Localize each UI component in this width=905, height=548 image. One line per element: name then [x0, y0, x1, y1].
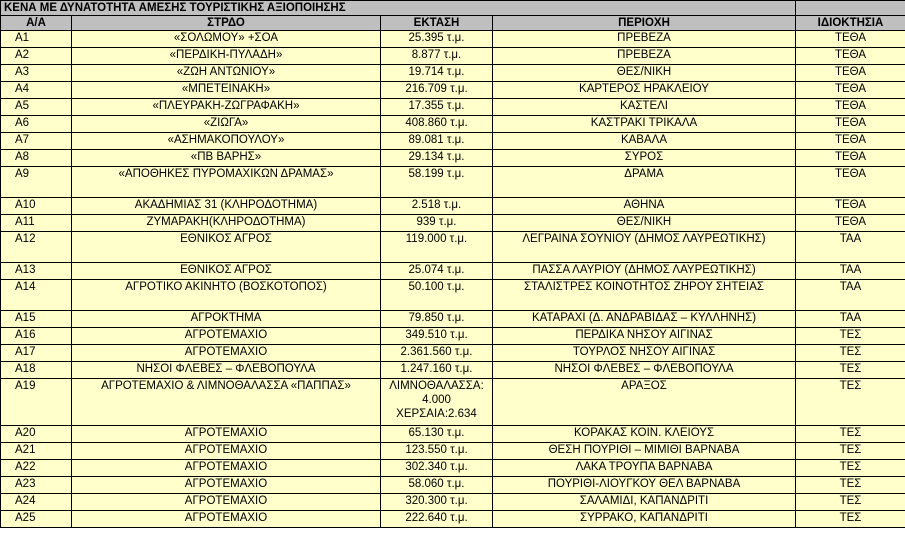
title-blank-cell	[796, 1, 905, 16]
row-region-cell: ΣΥΡΟΣ	[493, 150, 796, 167]
row-owner-cell: ΤΑΑ	[796, 311, 905, 328]
table-row	[1, 263, 905, 280]
row-area-cell: 29.134 τ.μ.	[381, 150, 493, 167]
row-area-cell: ΛΙΜΝΟΘΑΛΑΣΣΑ: 4.000 ΧΕΡΣΑΙΑ:2.634	[381, 379, 493, 426]
row-id-cell: Α21	[1, 443, 72, 460]
row-region-cell: ΣΤΑΛΙΣΤΡΕΣ ΚΟΙΝΟΤΗΤΟΣ ΖΗΡΟΥ ΣΗΤΕΙΑΣ	[493, 280, 796, 311]
row-owner-cell: ΤΕΣ	[796, 443, 905, 460]
table-row	[1, 116, 905, 133]
row-region-cell: ΠΟΥΡΙΘΙ-ΛΙΟΥΓΚΟΥ ΘΕΛ ΒΑΡΝΑΒΑ	[493, 477, 796, 494]
row-region-cell: ΣΥΡΡΑΚΟ, ΚΑΠΑΝΔΡΙΤΙ	[493, 511, 796, 528]
row-id-cell: Α10	[1, 198, 72, 215]
row-id-cell: Α7	[1, 133, 72, 150]
row-area-cell: 19.714 τ.μ.	[381, 65, 493, 82]
row-region-cell: ΠΑΣΣΑ ΛΑΥΡΙΟΥ (ΔΗΜΟΣ ΛΑΥΡΕΩΤΙΚΗΣ)	[493, 263, 796, 280]
row-area-cell: 1.247.160 τ.μ.	[381, 362, 493, 379]
row-owner-cell: ΤΕΘΑ	[796, 167, 905, 198]
row-name-cell: «ΠΛΕΥΡΑΚΗ-ΖΩΓΡΑΦΑΚΗ»	[72, 99, 381, 116]
row-name-cell: «ΑΠΟΘΗΚΕΣ ΠΥΡΟΜΑΧΙΚΩΝ ΔΡΑΜΑΣ»	[72, 167, 381, 198]
row-area-cell: 17.355 τ.μ.	[381, 99, 493, 116]
row-area-cell: 65.130 τ.μ.	[381, 426, 493, 443]
row-owner-cell: ΤΕΣ	[796, 477, 905, 494]
row-region-cell: ΣΑΛΑΜΙΔΙ, ΚΑΠΑΝΔΡΙΤΙ	[493, 494, 796, 511]
row-area-cell: 216.709 τ.μ.	[381, 82, 493, 99]
row-region-cell: ΘΕΣΗ ΠΟΥΡΙΘΙ – ΜΙΜΙΘΙ ΒΑΡΝΑΒΑ	[493, 443, 796, 460]
row-id-cell: Α25	[1, 511, 72, 528]
row-area-cell: 50.100 τ.μ.	[381, 280, 493, 311]
row-id-cell: Α2	[1, 48, 72, 65]
row-region-cell: ΑΡΑΞΟΣ	[493, 379, 796, 426]
table-body	[1, 31, 905, 528]
row-region-cell: ΤΟΥΡΛΟΣ ΝΗΣΟΥ ΑΙΓΙΝΑΣ	[493, 345, 796, 362]
row-id-cell: Α12	[1, 232, 72, 263]
row-area-cell: 79.850 τ.μ.	[381, 311, 493, 328]
row-name-cell: ΑΓΡΟΤΕΜΑΧΙΟ	[72, 443, 381, 460]
row-id-cell: Α8	[1, 150, 72, 167]
row-id-cell: Α6	[1, 116, 72, 133]
table-row	[1, 133, 905, 150]
row-region-cell: ΠΡΕΒΕΖΑ	[493, 31, 796, 48]
row-name-cell: «ΠΒ ΒΑΡΗΣ»	[72, 150, 381, 167]
row-name-cell: «ΜΠΕΤΕΙΝΑΚΗ»	[72, 82, 381, 99]
table-row	[1, 379, 905, 426]
row-name-cell: «ΑΣΗΜΑΚΟΠΟΥΛΟΥ»	[72, 133, 381, 150]
table-row	[1, 280, 905, 311]
row-owner-cell: ΤΕΘΑ	[796, 65, 905, 82]
table-row	[1, 31, 905, 48]
row-area-cell: 349.510 τ.μ.	[381, 328, 493, 345]
row-id-cell: Α5	[1, 99, 72, 116]
header-region: ΠΕΡΙΟΧΗ	[493, 16, 796, 31]
header-aa: Α/Α	[1, 16, 72, 31]
row-area-cell: 119.000 τ.μ.	[381, 232, 493, 263]
row-region-cell: ΚΑΡΤΕΡΟΣ ΗΡΑΚΛΕΙΟΥ	[493, 82, 796, 99]
row-owner-cell: ΤΕΣ	[796, 511, 905, 528]
table-row	[1, 362, 905, 379]
row-area-cell: 25.074 τ.μ.	[381, 263, 493, 280]
row-region-cell: ΑΘΗΝΑ	[493, 198, 796, 215]
header-area: ΕΚΤΑΣΗ	[381, 16, 493, 31]
row-area-cell: 58.060 τ.μ.	[381, 477, 493, 494]
table-title: ΚΕΝΑ ΜΕ ΔΥΝΑΤΟΤΗΤΑ ΑΜΕΣΗΣ ΤΟΥΡΙΣΤΙΚΗΣ ΑΞΙΟΠΟΙΗΣΗΣ	[1, 1, 796, 16]
row-region-cell: ΚΑΒΑΛΑ	[493, 133, 796, 150]
row-name-cell: ΝΗΣΟΙ ΦΛΕΒΕΣ – ΦΛΕΒΟΠΟΥΛΑ	[72, 362, 381, 379]
row-area-cell: 25.395 τ.μ.	[381, 31, 493, 48]
row-region-cell: ΚΑΣΤΡΑΚΙ ΤΡΙΚΑΛΑ	[493, 116, 796, 133]
row-name-cell: ΑΓΡΟΤΕΜΑΧΙΟ	[72, 477, 381, 494]
row-area-cell: 320.300 τ.μ.	[381, 494, 493, 511]
row-area-cell: 58.199 τ.μ.	[381, 167, 493, 198]
row-id-cell: Α18	[1, 362, 72, 379]
row-owner-cell: ΤΑΑ	[796, 263, 905, 280]
row-name-cell: «ΠΕΡΔΙΚΗ-ΠΥΛΑΔΗ»	[72, 48, 381, 65]
row-name-cell: ΖΥΜΑΡΑΚΗ(ΚΛΗΡΟΔΟΤΗΜΑ)	[72, 215, 381, 232]
row-owner-cell: ΤΕΣ	[796, 426, 905, 443]
row-name-cell: ΑΓΡΟΤΕΜΑΧΙΟ	[72, 426, 381, 443]
row-name-cell: ΑΓΡΟΤΕΜΑΧΙΟ	[72, 345, 381, 362]
row-owner-cell: ΤΕΣ	[796, 345, 905, 362]
row-name-cell: «ΣΟΛΩΜΟΥ» +ΣΟΑ	[72, 31, 381, 48]
row-id-cell: Α23	[1, 477, 72, 494]
table-row	[1, 426, 905, 443]
table-row	[1, 215, 905, 232]
row-id-cell: Α1	[1, 31, 72, 48]
row-name-cell: ΑΚΑΔΗΜΙΑΣ 31 (ΚΛΗΡΟΔΟΤΗΜΑ)	[72, 198, 381, 215]
row-id-cell: Α14	[1, 280, 72, 311]
table-row	[1, 477, 905, 494]
table-row	[1, 494, 905, 511]
row-id-cell: Α13	[1, 263, 72, 280]
table-row	[1, 460, 905, 477]
row-region-cell: ΚΑΤΑΡΑΧΙ (Δ. ΑΝΔΡΑΒΙΔΑΣ – ΚΥΛΛΗΝΗΣ)	[493, 311, 796, 328]
row-name-cell: ΑΓΡΟΚΤΗΜΑ	[72, 311, 381, 328]
row-id-cell: Α20	[1, 426, 72, 443]
table-row	[1, 328, 905, 345]
row-area-cell: 408.860 τ.μ.	[381, 116, 493, 133]
row-area-cell: 8.877 τ.μ.	[381, 48, 493, 65]
table-row	[1, 511, 905, 528]
table-row	[1, 150, 905, 167]
row-region-cell: ΠΡΕΒΕΖΑ	[493, 48, 796, 65]
row-id-cell: Α22	[1, 460, 72, 477]
row-name-cell: ΑΓΡΟΤΕΜΑΧΙΟ & ΛΙΜΝΟΘΑΛΑΣΣΑ «ΠΑΠΠΑΣ»	[72, 379, 381, 426]
row-owner-cell: ΤΕΣ	[796, 460, 905, 477]
row-region-cell: ΠΕΡΔΙΚΑ ΝΗΣΟΥ ΑΙΓΙΝΑΣ	[493, 328, 796, 345]
row-region-cell: ΔΡΑΜΑ	[493, 167, 796, 198]
row-owner-cell: ΤΕΣ	[796, 362, 905, 379]
table-row	[1, 345, 905, 362]
row-id-cell: Α11	[1, 215, 72, 232]
row-name-cell: ΑΓΡΟΤΕΜΑΧΙΟ	[72, 460, 381, 477]
row-name-cell: «ΖΩΗ ΑΝΤΩΝΙΟΥ»	[72, 65, 381, 82]
row-owner-cell: ΤΑΑ	[796, 280, 905, 311]
row-owner-cell: ΤΕΘΑ	[796, 215, 905, 232]
table-row	[1, 82, 905, 99]
row-area-cell: 123.550 τ.μ.	[381, 443, 493, 460]
row-region-cell: ΘΕΣ/ΝΙΚΗ	[493, 215, 796, 232]
row-id-cell: Α3	[1, 65, 72, 82]
row-region-cell: ΝΗΣΟΙ ΦΛΕΒΕΣ – ΦΛΕΒΟΠΟΥΛΑ	[493, 362, 796, 379]
row-region-cell: ΚΑΣΤΕΛΙ	[493, 99, 796, 116]
table-row	[1, 198, 905, 215]
table-row	[1, 167, 905, 198]
row-owner-cell: ΤΕΣ	[796, 494, 905, 511]
row-owner-cell: ΤΕΘΑ	[796, 31, 905, 48]
row-id-cell: Α4	[1, 82, 72, 99]
table-row	[1, 65, 905, 82]
row-name-cell: ΑΓΡΟΤΕΜΑΧΙΟ	[72, 494, 381, 511]
row-name-cell: «ΖΙΩΓΑ»	[72, 116, 381, 133]
row-owner-cell: ΤΕΣ	[796, 328, 905, 345]
row-name-cell: ΑΓΡΟΤΕΜΑΧΙΟ	[72, 511, 381, 528]
row-region-cell: ΘΕΣ/ΝΙΚΗ	[493, 65, 796, 82]
row-area-cell: 2.361.560 τ.μ.	[381, 345, 493, 362]
table-row	[1, 48, 905, 65]
row-area-cell: 2.518 τ.μ.	[381, 198, 493, 215]
table-row	[1, 232, 905, 263]
row-id-cell: Α17	[1, 345, 72, 362]
row-area-cell: 939 τ.μ.	[381, 215, 493, 232]
row-name-cell: ΕΘΝΙΚΟΣ ΑΓΡΟΣ	[72, 232, 381, 263]
row-owner-cell: ΤΕΘΑ	[796, 133, 905, 150]
row-name-cell: ΑΓΡΟΤΕΜΑΧΙΟ	[72, 328, 381, 345]
row-owner-cell: ΤΕΣ	[796, 379, 905, 426]
row-area-cell: 302.340 τ.μ.	[381, 460, 493, 477]
row-owner-cell: ΤΑΑ	[796, 232, 905, 263]
row-name-cell: ΕΘΝΙΚΟΣ ΑΓΡΟΣ	[72, 263, 381, 280]
row-id-cell: Α24	[1, 494, 72, 511]
header-name: ΣΤΡΔΟ	[72, 16, 381, 31]
table-row	[1, 443, 905, 460]
row-region-cell: ΛΕΓΡΑΙΝΑ ΣΟΥΝΙΟΥ (ΔΗΜΟΣ ΛΑΥΡΕΩΤΙΚΗΣ)	[493, 232, 796, 263]
row-name-cell: ΑΓΡΟΤΙΚΟ ΑΚΙΝΗΤΟ (ΒΟΣΚΟΤΟΠΟΣ)	[72, 280, 381, 311]
header-ownership: ΙΔΙΟΚΤΗΣΙΑ	[796, 16, 905, 31]
row-owner-cell: ΤΕΘΑ	[796, 150, 905, 167]
row-id-cell: Α19	[1, 379, 72, 426]
row-area-cell: 89.081 τ.μ.	[381, 133, 493, 150]
row-owner-cell: ΤΕΘΑ	[796, 116, 905, 133]
row-region-cell: ΛΑΚΑ ΤΡΟΥΠΑ ΒΑΡΝΑΒΑ	[493, 460, 796, 477]
table-row	[1, 99, 905, 116]
row-owner-cell: ΤΕΘΑ	[796, 198, 905, 215]
table-row	[1, 311, 905, 328]
row-owner-cell: ΤΕΘΑ	[796, 82, 905, 99]
row-region-cell: ΚΟΡΑΚΑΣ ΚΟΙΝ. ΚΛΕΙΟΥΣ	[493, 426, 796, 443]
row-owner-cell: ΤΕΘΑ	[796, 99, 905, 116]
row-id-cell: Α15	[1, 311, 72, 328]
row-owner-cell: ΤΕΘΑ	[796, 48, 905, 65]
row-id-cell: Α16	[1, 328, 72, 345]
row-id-cell: Α9	[1, 167, 72, 198]
row-area-cell: 222.640 τ.μ.	[381, 511, 493, 528]
